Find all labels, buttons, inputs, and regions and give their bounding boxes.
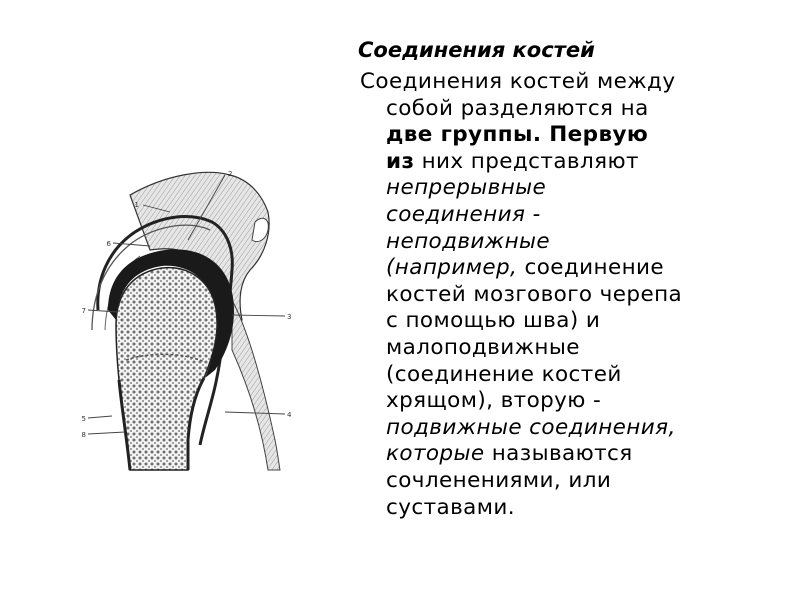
body-line — [360, 335, 760, 362]
body-line — [360, 282, 760, 309]
joint-illustration — [78, 165, 300, 483]
figure-label: 8 — [81, 431, 86, 439]
body-text-segment: хрящом), вторую - — [386, 388, 602, 414]
body-text-segment: называются — [484, 441, 633, 467]
body-line — [360, 388, 760, 415]
body-line — [360, 415, 760, 442]
body-line — [360, 229, 760, 256]
body-text-segment: (соединение костей — [386, 361, 622, 387]
slide-title: Соединения костей — [358, 38, 595, 62]
body-line — [360, 69, 760, 96]
body-line — [360, 362, 760, 389]
body-text-segment: неподвижные — [386, 228, 551, 254]
body-line — [360, 308, 760, 335]
body-line — [360, 495, 760, 522]
figure-label: 3 — [287, 313, 292, 321]
body-text-segment: соединения - — [386, 201, 541, 227]
figure-label: 7 — [81, 307, 86, 315]
body-text-segment: костей мозгового черепа — [386, 281, 683, 307]
body-text-segment: соединение — [517, 255, 665, 281]
body-line — [360, 149, 760, 176]
figure-label: 4 — [287, 411, 292, 419]
body-text-segment: с помощью шва) и — [386, 308, 601, 334]
body-text-segment: которые — [386, 441, 485, 467]
body-line — [360, 468, 760, 495]
body-line — [360, 175, 760, 202]
body-text-segment: малоподвижные — [386, 334, 580, 360]
body-line — [360, 96, 760, 123]
body-text-segment: (например, — [386, 255, 518, 281]
figure-label: 1 — [134, 201, 139, 209]
body-line — [360, 441, 760, 468]
body-text-segment: подвижные соединения, — [386, 414, 676, 440]
figure-label: 2 — [228, 170, 233, 178]
body-text-segment: из — [386, 148, 415, 174]
figure-label: 6 — [106, 240, 111, 248]
body-text-segment: них представляют — [414, 148, 639, 174]
body-text-segment: сочленениями, или — [386, 467, 612, 493]
body-text-segment: непрерывные — [386, 175, 547, 201]
body-line — [360, 202, 760, 229]
body-text-segment: Соединения костей между — [360, 69, 676, 94]
body-text-segment: суставами. — [386, 494, 515, 520]
body-line — [360, 122, 760, 149]
body-text-segment: собой разделяются на — [386, 95, 649, 121]
body-text-segment: две группы. Первую — [386, 122, 649, 148]
body-line — [360, 255, 760, 282]
slide-body-text — [360, 69, 760, 521]
figure-label: 5 — [81, 415, 86, 423]
